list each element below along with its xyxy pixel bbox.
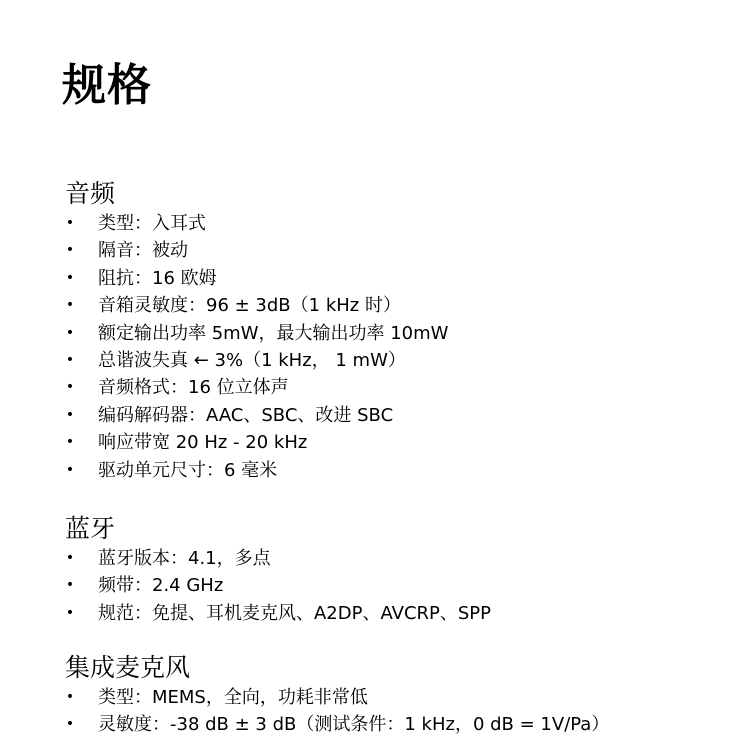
spec-item-text: 隔音：被动 — [98, 240, 188, 262]
spec-item-driver-size — [65, 457, 448, 484]
spec-item-text: 额定输出功率 5mW，最大输出功率 10mW — [98, 322, 449, 344]
spec-item-mic-sensitivity — [65, 711, 609, 738]
spec-item-text: 灵敏度：-38 dB ± 3 dB（测试条件：1 kHz，0 dB = 1V/Pa） — [98, 714, 610, 736]
spec-item-text: 响应带宽 20 Hz - 20 kHz — [98, 432, 308, 454]
spec-item-audio-format — [65, 374, 448, 401]
spec-item-profiles — [65, 600, 491, 627]
bullet-icon: • — [65, 242, 75, 259]
bullet-icon: • — [65, 550, 75, 566]
spec-item-text: 蓝牙版本：4.1，多点 — [98, 548, 271, 569]
spec-list — [65, 545, 491, 627]
bullet-icon: • — [65, 716, 75, 733]
spec-item-codecs — [65, 402, 448, 429]
spec-item-text: 类型：MEMS，全向，功耗非常低 — [98, 687, 368, 708]
spec-list — [65, 684, 609, 739]
spec-item-mic-type — [65, 684, 609, 711]
bullet-icon: • — [65, 269, 75, 286]
spec-list — [65, 210, 448, 484]
spec-item-text: 总谐波失真 ← 3%（1 kHz， 1 mW） — [98, 349, 406, 371]
spec-item-text: 音箱灵敏度：96 ± 3dB（1 kHz 时） — [98, 295, 401, 317]
spec-item-thd — [65, 347, 448, 374]
bullet-icon: • — [65, 689, 75, 705]
section-bluetooth — [65, 513, 491, 627]
spec-item-text: 编码解码器：AAC、SBC、改进 SBC — [98, 404, 394, 426]
bullet-icon: • — [65, 324, 75, 341]
spec-item-text: 类型：入耳式 — [98, 213, 206, 234]
section-heading: 蓝牙 — [65, 514, 116, 543]
section-heading: 集成麦克风 — [65, 653, 191, 682]
section-heading: 音频 — [65, 179, 116, 208]
spec-item-text: 频带：2.4 GHz — [98, 575, 224, 597]
spec-item-bandwidth — [65, 429, 448, 456]
bullet-icon: • — [65, 461, 75, 478]
spec-item-isolation — [65, 237, 448, 264]
bullet-icon: • — [65, 604, 75, 621]
spec-item-text: 音频格式：16 位立体声 — [98, 377, 289, 399]
spec-item-text: 规范：免提、耳机麦克风、A2DP、AVCRP、SPP — [98, 602, 492, 624]
page-title: 规格 — [62, 60, 152, 111]
spec-item-sensitivity — [65, 292, 448, 319]
spec-item-bt-version — [65, 545, 491, 572]
bullet-icon: • — [65, 297, 75, 314]
spec-item-text: 阻抗：16 欧姆 — [98, 267, 217, 289]
section-audio — [65, 178, 448, 484]
spec-item-output-power — [65, 320, 448, 347]
bullet-icon: • — [65, 406, 75, 423]
bullet-icon: • — [65, 434, 75, 451]
bullet-icon: • — [65, 351, 75, 368]
bullet-icon: • — [65, 379, 75, 396]
spec-item-band — [65, 572, 491, 599]
section-microphone — [65, 652, 609, 739]
bullet-icon: • — [65, 577, 75, 594]
spec-item-text: 驱动单元尺寸：6 毫米 — [98, 459, 278, 481]
bullet-icon: • — [65, 215, 75, 231]
spec-item-impedance — [65, 265, 448, 292]
spec-item-type — [65, 210, 448, 237]
